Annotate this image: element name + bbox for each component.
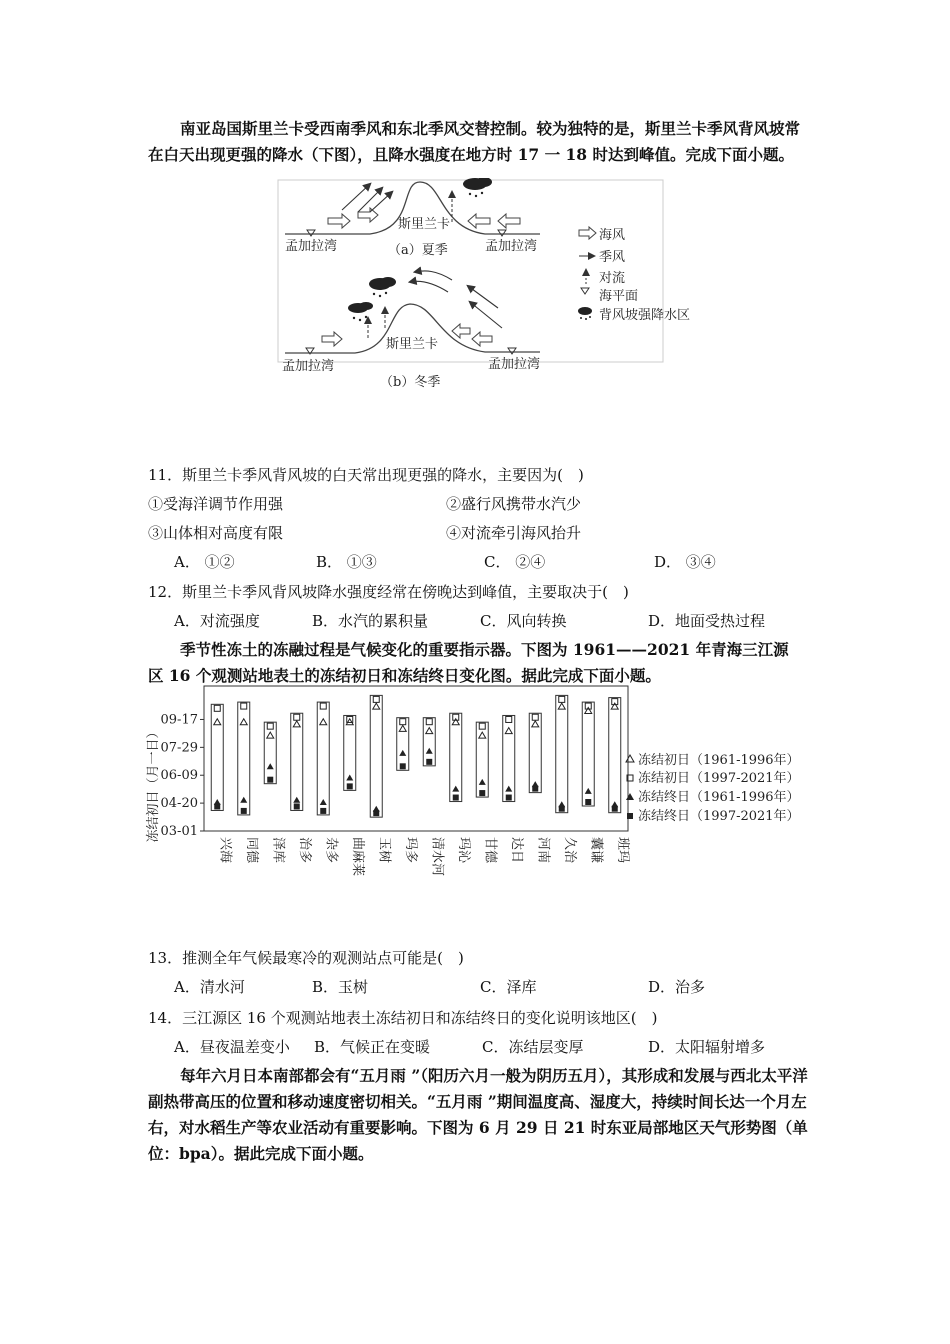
q14-choice-c[interactable]: C．冻结层变厚 xyxy=(482,1038,584,1056)
end-1997-2021-marker xyxy=(294,803,300,809)
summer-right-label: 孟加拉湾 xyxy=(485,239,538,254)
legend-series-1: 冻结初日（1961-1996年） xyxy=(638,753,800,768)
start-1997-2021-marker xyxy=(479,723,485,729)
end-1961-1996-marker xyxy=(346,774,353,780)
end-1997-2021-marker xyxy=(506,795,512,801)
y-tick-label: 03-01 xyxy=(160,824,198,839)
start-1997-2021-marker xyxy=(373,696,379,702)
start-1997-2021-marker xyxy=(294,714,300,720)
q14-choice-b[interactable]: B．气候正在变暖 xyxy=(314,1038,431,1056)
end-1997-2021-marker xyxy=(426,759,432,765)
sri-lanka-monsoon-diagram xyxy=(270,178,720,400)
start-1961-1996-marker xyxy=(532,721,539,727)
end-1997-2021-marker xyxy=(267,777,273,783)
end-1997-2021-marker xyxy=(585,799,591,805)
q12-choice-c[interactable]: C．风向转换 xyxy=(480,612,567,630)
station-bar xyxy=(609,698,621,813)
end-1997-2021-marker xyxy=(214,803,220,809)
q13-choice-a[interactable]: A．清水河 xyxy=(174,978,245,996)
q11-item-2: ②盛行风携带水汽少 xyxy=(446,495,582,513)
start-1997-2021-marker xyxy=(532,714,538,720)
summer-left-label: 孟加拉湾 xyxy=(285,239,338,254)
start-1997-2021-marker xyxy=(426,719,432,725)
rain-cloud-icon xyxy=(348,277,396,321)
chart-station-bars xyxy=(211,695,621,817)
q11-choice-a[interactable]: A． ①② xyxy=(174,553,235,571)
category-label: 曲麻莱 xyxy=(349,837,365,877)
end-1961-1996-marker xyxy=(426,748,433,754)
rain-legend-icon xyxy=(578,307,592,320)
diagram-legend xyxy=(578,227,690,323)
start-1961-1996-marker xyxy=(452,719,459,725)
station-bar xyxy=(211,704,223,810)
category-label: 达日 xyxy=(508,837,524,864)
category-label: 同德 xyxy=(243,837,259,864)
sea-level-icon xyxy=(498,230,506,236)
start-1997-2021-marker xyxy=(267,723,273,729)
end-1997-2021-marker xyxy=(479,790,485,796)
intro-paragraph-2: 季节性冻土的冻融过程是气候变化的重要指示器。下图为 1961——2021 年青海三江源 区 16 个观测站地表土的冻结初日和冻结终日变化图。据此完成下面小题。 xyxy=(148,640,789,685)
y-tick-label: 06-09 xyxy=(160,768,198,784)
start-1961-1996-marker xyxy=(558,703,565,709)
end-1997-2021-marker xyxy=(453,795,459,801)
end-1961-1996-marker xyxy=(240,797,247,803)
end-1997-2021-marker xyxy=(532,786,538,792)
station-bar xyxy=(291,713,303,810)
end-1961-1996-marker xyxy=(452,786,459,792)
category-label: 杂多 xyxy=(323,837,339,864)
q12-choice-b[interactable]: B．水汽的累积量 xyxy=(312,612,429,630)
q13-choice-d[interactable]: D．治多 xyxy=(648,978,706,996)
sea-level-legend-icon xyxy=(581,288,589,294)
start-1997-2021-marker xyxy=(320,703,326,709)
q14-choice-d[interactable]: D．太阳辐射增多 xyxy=(648,1038,766,1056)
y-tick-label: 09-17 xyxy=(160,712,198,728)
end-1997-2021-marker xyxy=(400,763,406,769)
sea-level-icon xyxy=(508,348,516,354)
category-label: 甘德 xyxy=(482,837,498,864)
start-1961-1996-marker xyxy=(426,728,433,734)
winter-island-label: 斯里兰卡 xyxy=(386,337,439,352)
start-1997-2021-marker xyxy=(241,703,247,709)
q11-item-4: ④对流牵引海风抬升 xyxy=(446,524,582,542)
end-1961-1996-marker xyxy=(293,797,300,803)
category-label: 班玛 xyxy=(614,837,630,864)
category-label: 久治 xyxy=(561,837,577,864)
question-12-stem: 12．斯里兰卡季风背风坡降水强度经常在傍晚达到峰值，主要取决于( ) xyxy=(148,583,629,601)
category-label: 玛沁 xyxy=(455,837,471,864)
q12-choice-a[interactable]: A．对流强度 xyxy=(174,612,260,630)
legend-monsoon: 季风 xyxy=(599,250,626,265)
station-bar xyxy=(476,722,488,797)
start-1961-1996-marker xyxy=(320,719,327,725)
q11-choice-c[interactable]: C． ②④ xyxy=(484,553,546,571)
station-bar xyxy=(370,695,382,817)
start-1997-2021-marker xyxy=(400,719,406,725)
y-tick-label: 04-20 xyxy=(160,796,198,812)
station-bar xyxy=(556,695,568,812)
start-1961-1996-marker xyxy=(585,708,592,714)
end-1997-2021-marker xyxy=(241,808,247,814)
start-1961-1996-marker xyxy=(611,703,618,709)
y-tick-label: 07-29 xyxy=(160,740,198,756)
question-13-stem: 13．推测全年气候最寒冷的观测站点可能是( ) xyxy=(148,949,464,967)
end-1961-1996-marker xyxy=(505,786,512,792)
legend-convection: 对流 xyxy=(599,271,626,286)
q12-choice-d[interactable]: D．地面受热过程 xyxy=(648,612,766,630)
end-1961-1996-marker xyxy=(267,763,274,769)
station-bar xyxy=(529,713,541,792)
legend-series-4: 冻结终日（1997-2021年） xyxy=(638,809,800,824)
q11-choice-b[interactable]: B． ①③ xyxy=(316,553,377,571)
end-1997-2021-marker xyxy=(320,808,326,814)
winter-caption: （b）冬季 xyxy=(380,375,441,390)
chart-legend xyxy=(626,752,800,824)
legend-series-2: 冻结初日（1997-2021年） xyxy=(638,771,800,786)
question-14-stem: 14．三江源区 16 个观测站地表土冻结初日和冻结终日的变化说明该地区( ) xyxy=(148,1009,658,1027)
start-1997-2021-marker xyxy=(559,696,565,702)
q11-item-3: ③山体相对高度有限 xyxy=(148,524,284,542)
winter-left-label: 孟加拉湾 xyxy=(282,359,335,374)
summer-caption: （a）夏季 xyxy=(388,243,448,258)
end-1997-2021-marker xyxy=(347,783,353,789)
start-1961-1996-marker xyxy=(399,725,406,731)
end-1997-2021-marker xyxy=(559,806,565,812)
winter-right-label: 孟加拉湾 xyxy=(488,357,541,372)
frozen-soil-chart xyxy=(140,684,810,894)
end-1961-1996-marker xyxy=(399,750,406,756)
sea-breeze-legend-icon xyxy=(579,227,596,239)
start-1997-2021-marker xyxy=(214,705,220,711)
category-label: 玛多 xyxy=(402,837,418,864)
start-1961-1996-marker xyxy=(267,732,274,738)
category-label: 河南 xyxy=(535,837,551,864)
chart-markers xyxy=(214,696,619,816)
rain-cloud-icon xyxy=(463,178,492,197)
end-1961-1996-marker xyxy=(320,799,327,805)
end-1961-1996-marker xyxy=(479,779,486,785)
start-1961-1996-marker xyxy=(240,719,247,725)
chart-ylabel: 冻结初日（月一日） xyxy=(146,725,161,843)
start-1997-2021-marker xyxy=(506,716,512,722)
chart-y-ticks xyxy=(161,712,204,839)
q13-choice-b[interactable]: B．玉树 xyxy=(312,978,369,996)
winter-panel xyxy=(282,271,540,390)
category-label: 玉树 xyxy=(376,837,392,864)
start-1961-1996-marker xyxy=(293,721,300,727)
start-1961-1996-marker xyxy=(346,719,353,725)
category-label: 兴海 xyxy=(217,837,233,864)
q11-choice-d[interactable]: D． ③④ xyxy=(654,553,716,571)
end-1997-2021-marker xyxy=(612,806,618,812)
start-1961-1996-marker xyxy=(214,719,221,725)
question-11-stem: 11．斯里兰卡季风背风坡的白天常出现更强的降水，主要因为( ) xyxy=(148,466,584,484)
category-label: 治多 xyxy=(296,837,312,864)
category-label: 囊谦 xyxy=(588,837,604,864)
q14-choice-a[interactable]: A．昼夜温差变小 xyxy=(174,1038,290,1056)
legend-sea-level: 海平面 xyxy=(599,289,639,304)
legend-sea-breeze: 海风 xyxy=(599,228,626,243)
end-1961-1996-marker xyxy=(585,788,592,794)
start-1961-1996-marker xyxy=(505,728,512,734)
q11-item-1: ①受海洋调节作用强 xyxy=(148,495,284,513)
monsoon-arrows xyxy=(342,184,392,212)
start-1961-1996-marker xyxy=(479,732,486,738)
end-1997-2021-marker xyxy=(373,810,379,816)
intro-paragraph-3: 每年六月日本南部都会有“五月雨 ”（阳历六月一般为阴历五月），其形成和发展与西北太平洋副热带高压的位置和移动速度密切相关。“五月雨 ”期间温度高、湿度大，持续时间长达一个月左右，对水稻生产等农业活动有重要影响。下图为 6 月 29 日 21 时东亚局部地区天气形势图（单位：bpa）。据此完成下面小题。 xyxy=(148,1066,808,1163)
legend-series-3: 冻结终日（1961-1996年） xyxy=(638,790,800,805)
sea-level-icon xyxy=(307,230,315,236)
start-1961-1996-marker xyxy=(373,703,380,709)
summer-panel xyxy=(285,178,540,258)
monsoon-arrows xyxy=(410,271,502,328)
category-label: 泽库 xyxy=(270,837,286,864)
intro-paragraph-1: 南亚岛国斯里兰卡受西南季风和东北季风交替控制。较为独特的是，斯里兰卡季风背风坡常在白天出现更强的降水（下图），且降水强度在地方时 17 一 18 时达到峰值。完成下面小题。 xyxy=(148,119,801,164)
summer-island-label: 斯里兰卡 xyxy=(398,217,451,232)
q13-choice-c[interactable]: C．泽库 xyxy=(480,978,537,996)
category-label: 清水河 xyxy=(429,837,445,877)
legend-rain-area: 背风坡强降水区 xyxy=(599,308,691,323)
chart-category-labels xyxy=(217,837,630,876)
